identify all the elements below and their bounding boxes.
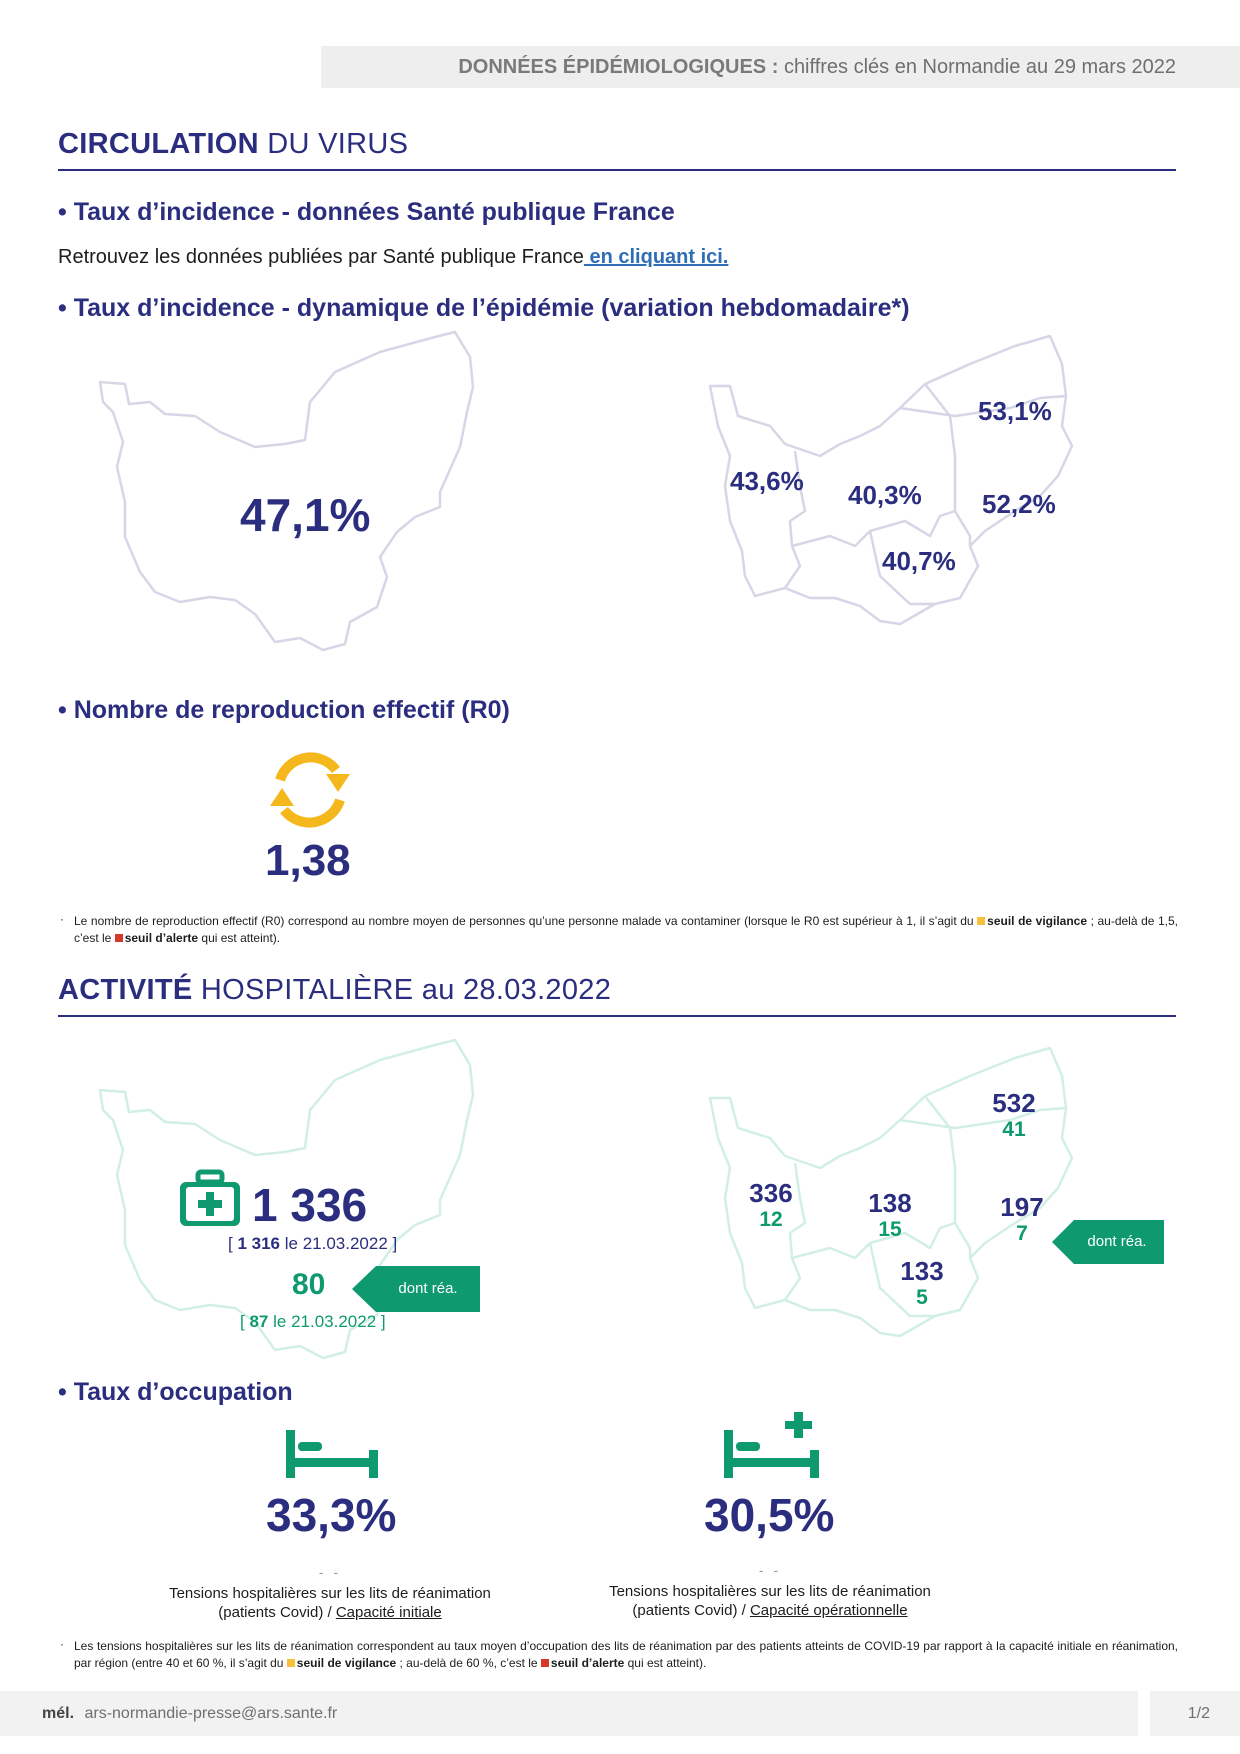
document-footer	[0, 1691, 1240, 1736]
occupation-note-vigilance: seuil de vigilance	[296, 1656, 397, 1670]
occupation-note-part-2: ; au-delà de 60 %, c’est le	[396, 1656, 541, 1670]
occupation-note-part-1: Les tensions hospitalières sur les lits de réanimation correspondent au taux moyen d’occupation des lits de réanimation par des patients atteints de COVID-19 par rapport à la capacité initiale en réanimation, par région (entre 40 et 60 %, il s’agit du	[74, 1639, 1178, 1670]
department-orne-rea: 5	[916, 1286, 928, 1309]
occupation-operational-caption	[570, 1582, 970, 1620]
region-incidence-variation: 47,1%	[240, 489, 371, 541]
hospital-total-previous	[228, 1234, 397, 1254]
red-square-icon	[115, 934, 123, 942]
department-eure-incidence: 52,2%	[982, 489, 1056, 519]
header-label-rest: chiffres clés en Normandie au 29 mars 2022	[783, 56, 1176, 78]
footnote-dot: ·	[60, 912, 64, 926]
department-eure-rea: 7	[1016, 1222, 1028, 1245]
spf-paragraph	[58, 246, 728, 269]
department-orne-total: 133	[900, 1256, 944, 1286]
section-title-hospital	[58, 974, 1176, 1017]
department-manche-rea: 12	[759, 1208, 783, 1231]
occupation-initial-value: 33,3%	[266, 1489, 397, 1541]
hospital-title-bold: ACTIVITÉ	[58, 974, 193, 1006]
rea-tag-label: dont réa.	[398, 1280, 458, 1297]
yellow-square-icon	[287, 1659, 295, 1667]
department-manche-total: 336	[749, 1178, 793, 1208]
department-eure-total: 197	[1000, 1192, 1044, 1222]
hospital-rea-prev-date: le 21.03.2022	[273, 1312, 377, 1331]
hospital-title-rest: HOSPITALIÈRE au 28.03.2022	[200, 974, 612, 1006]
occupation-footnote-text	[74, 1638, 1178, 1672]
section-title-circulation	[58, 128, 1176, 171]
circulation-title-rest: DU VIRUS	[267, 128, 409, 160]
department-calvados-rea: 15	[878, 1218, 902, 1241]
r0-note-vigilance: seuil de vigilance	[987, 914, 1088, 928]
rea-tag-label-right: dont réa.	[1087, 1233, 1147, 1250]
occupation-footnote	[60, 1638, 1178, 1672]
footnote-dot: ·	[60, 1637, 64, 1651]
bullet-occupation: • Taux d’occupation	[58, 1378, 293, 1407]
department-seine-maritime-rea: 41	[1002, 1118, 1026, 1141]
bullet-incidence-dynamique: • Taux d’incidence - dynamique de l’épidémie (variation hebdomadaire*)	[58, 294, 910, 323]
refresh-cycle-icon	[264, 744, 356, 836]
bracket-close: ]	[392, 1234, 398, 1253]
department-seine-maritime-incidence: 53,1%	[978, 396, 1052, 426]
department-calvados-incidence: 40,3%	[848, 480, 922, 510]
occupation-operational-caption-line-2: (patients Covid) /	[632, 1602, 750, 1619]
occupation-initial-caption	[130, 1584, 530, 1622]
r0-note-part-2: ; au-delà de 1,5, c’est le	[74, 914, 1178, 945]
occupation-note-part-3: qui est atteint).	[624, 1656, 707, 1670]
department-seine-maritime-total: 532	[992, 1088, 1036, 1118]
r0-note-part-3: qui est atteint).	[198, 931, 281, 945]
bracket-open: [	[240, 1312, 245, 1331]
bracket-open: [	[228, 1234, 233, 1253]
red-square-icon	[541, 1659, 549, 1667]
occupation-initial-caption-line-1: Tensions hospitalières sur les lits de réanimation	[169, 1585, 491, 1602]
r0-footnote-text	[74, 913, 1178, 947]
bullet-incidence-spf: • Taux d’incidence - données Santé publique France	[58, 198, 675, 227]
hospital-total-prev-value: 1 316	[237, 1234, 281, 1253]
department-calvados-total: 138	[868, 1188, 912, 1218]
occupation-initial-dash: - -	[318, 1564, 342, 1580]
first-aid-kit-icon	[178, 1170, 242, 1228]
bed-plus-icon	[722, 1410, 822, 1482]
occupation-initial-caption-line-2: (patients Covid) /	[218, 1604, 336, 1621]
hospital-rea: 80	[292, 1268, 326, 1301]
hospital-rea-previous	[240, 1312, 386, 1332]
occupation-operational-dash: - -	[758, 1562, 782, 1578]
department-orne-incidence: 40,7%	[882, 546, 956, 576]
r0-value: 1,38	[265, 836, 351, 885]
hospital-total-prev-date: le 21.03.2022	[284, 1234, 388, 1253]
r0-footnote	[60, 913, 1178, 947]
occupation-note-alerte: seuil d’alerte	[550, 1656, 625, 1670]
department-manche-incidence: 43,6%	[730, 466, 804, 496]
footer-mail	[42, 1691, 337, 1736]
occupation-operational-caption-link: Capacité opérationnelle	[749, 1602, 908, 1619]
hospital-rea-prev-value: 87	[249, 1312, 269, 1331]
bed-icon	[284, 1428, 380, 1480]
occupation-initial-caption-link: Capacité initiale	[335, 1604, 442, 1621]
header-label-bold: DONNÉES ÉPIDÉMIOLOGIQUES :	[458, 56, 779, 78]
footer-page-number: 1/2	[1187, 1705, 1210, 1722]
bracket-close: ]	[380, 1312, 386, 1331]
spf-text: Retrouvez les données publiées par Santé publique France	[58, 246, 584, 268]
occupation-operational-caption-line-1: Tensions hospitalières sur les lits de réanimation	[609, 1583, 931, 1600]
r0-note-part-1: Le nombre de reproduction effectif (R0) correspond au nombre moyen de personnes qu’une personne malade va contaminer (lorsque le R0 est supérieur à 1, il s’agit du	[74, 914, 978, 928]
footer-mail-label: mél.	[42, 1705, 75, 1722]
yellow-square-icon	[977, 917, 985, 925]
hospital-total: 1 336	[252, 1179, 368, 1231]
footer-mail-address[interactable]: ars-normandie-presse@ars.sante.fr	[84, 1705, 338, 1722]
bullet-r0: • Nombre de reproduction effectif (R0)	[58, 696, 510, 725]
occupation-operational-value: 30,5%	[704, 1489, 835, 1541]
spf-link[interactable]: en cliquant ici.	[583, 246, 729, 268]
document-header	[321, 46, 1240, 88]
r0-note-alerte: seuil d’alerte	[124, 931, 199, 945]
circulation-title-bold: CIRCULATION	[58, 128, 259, 160]
